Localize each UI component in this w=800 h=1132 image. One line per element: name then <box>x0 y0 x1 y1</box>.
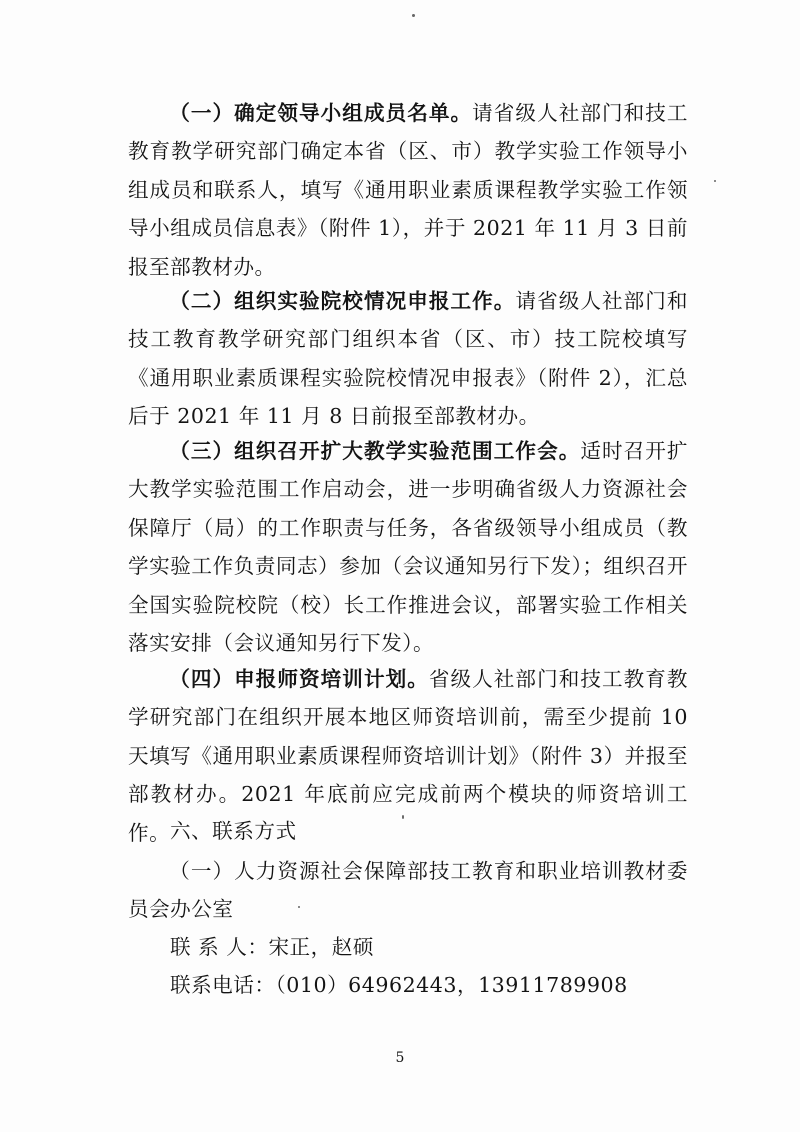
paragraph-2-heading: （二）组织实验院校情况申报工作。 <box>169 289 516 313</box>
paragraph-3 <box>128 432 688 662</box>
scan-speck <box>714 180 716 182</box>
page-number: 5 <box>395 1050 405 1066</box>
paragraph-2 <box>128 282 688 436</box>
paragraph-2-body: 请省级人社部门和技工教育教学研究部门组织本省（区、市）技工院校填写《通用职业素质课程实验院校情况申报表》（附件 2），汇总后于 2021 年 11 月 8 日前报至部教材办。 <box>128 289 689 429</box>
paragraph-3-heading: （三）组织召开扩大教学实验范围工作会。 <box>169 439 581 463</box>
scan-speck <box>298 906 300 908</box>
paragraph-1-body: 请省级人社部门和技工教育教学研究部门确定本省（区、市）教学实验工作领导小组成员和联系人，填写《通用职业素质课程教学实验工作领导小组成员信息表》（附件 1），并于 2021 年 11 月 3 日前报至部教材办。 <box>128 101 689 279</box>
contact-office: （一）人力资源社会保障部技工教育和职业培训教材委员会办公室 <box>128 859 688 922</box>
scan-speck <box>412 14 415 17</box>
contact-person: 联 系 人：宋正，赵硕 <box>170 935 374 959</box>
scan-speck <box>402 815 404 819</box>
paragraph-4-heading: （四）申报师资培训计划。 <box>169 667 429 691</box>
section-title: 六、联系方式 <box>170 819 297 843</box>
paragraph-4-body: 省级人社部门和技工教育教学研究部门在组织开展本地区师资培训前，需至少提前 10 天填写《通用职业素质课程师资培训计划》（附件 3）并报至部教材办。2021 年底前应完成前两个模块的师资培训工作。 <box>128 667 689 845</box>
paragraph-3-body: 适时召开扩大教学实验范围工作启动会，进一步明确省级人力资源社会保障厅（局）的工作职责与任务，各省级领导小组成员（教学实验工作负责同志）参加（会议通知另行下发）；组织召开全国实验院校院（校）长工作推进会议，部署实验工作相关落实安排（会议通知另行下发）。 <box>128 439 689 656</box>
contact-phone: 联系电话：（010）64962443，13911789908 <box>170 973 628 997</box>
paragraph-1 <box>128 94 688 286</box>
paragraph-1-heading: （一）确定领导小组成员名单。 <box>169 101 473 125</box>
